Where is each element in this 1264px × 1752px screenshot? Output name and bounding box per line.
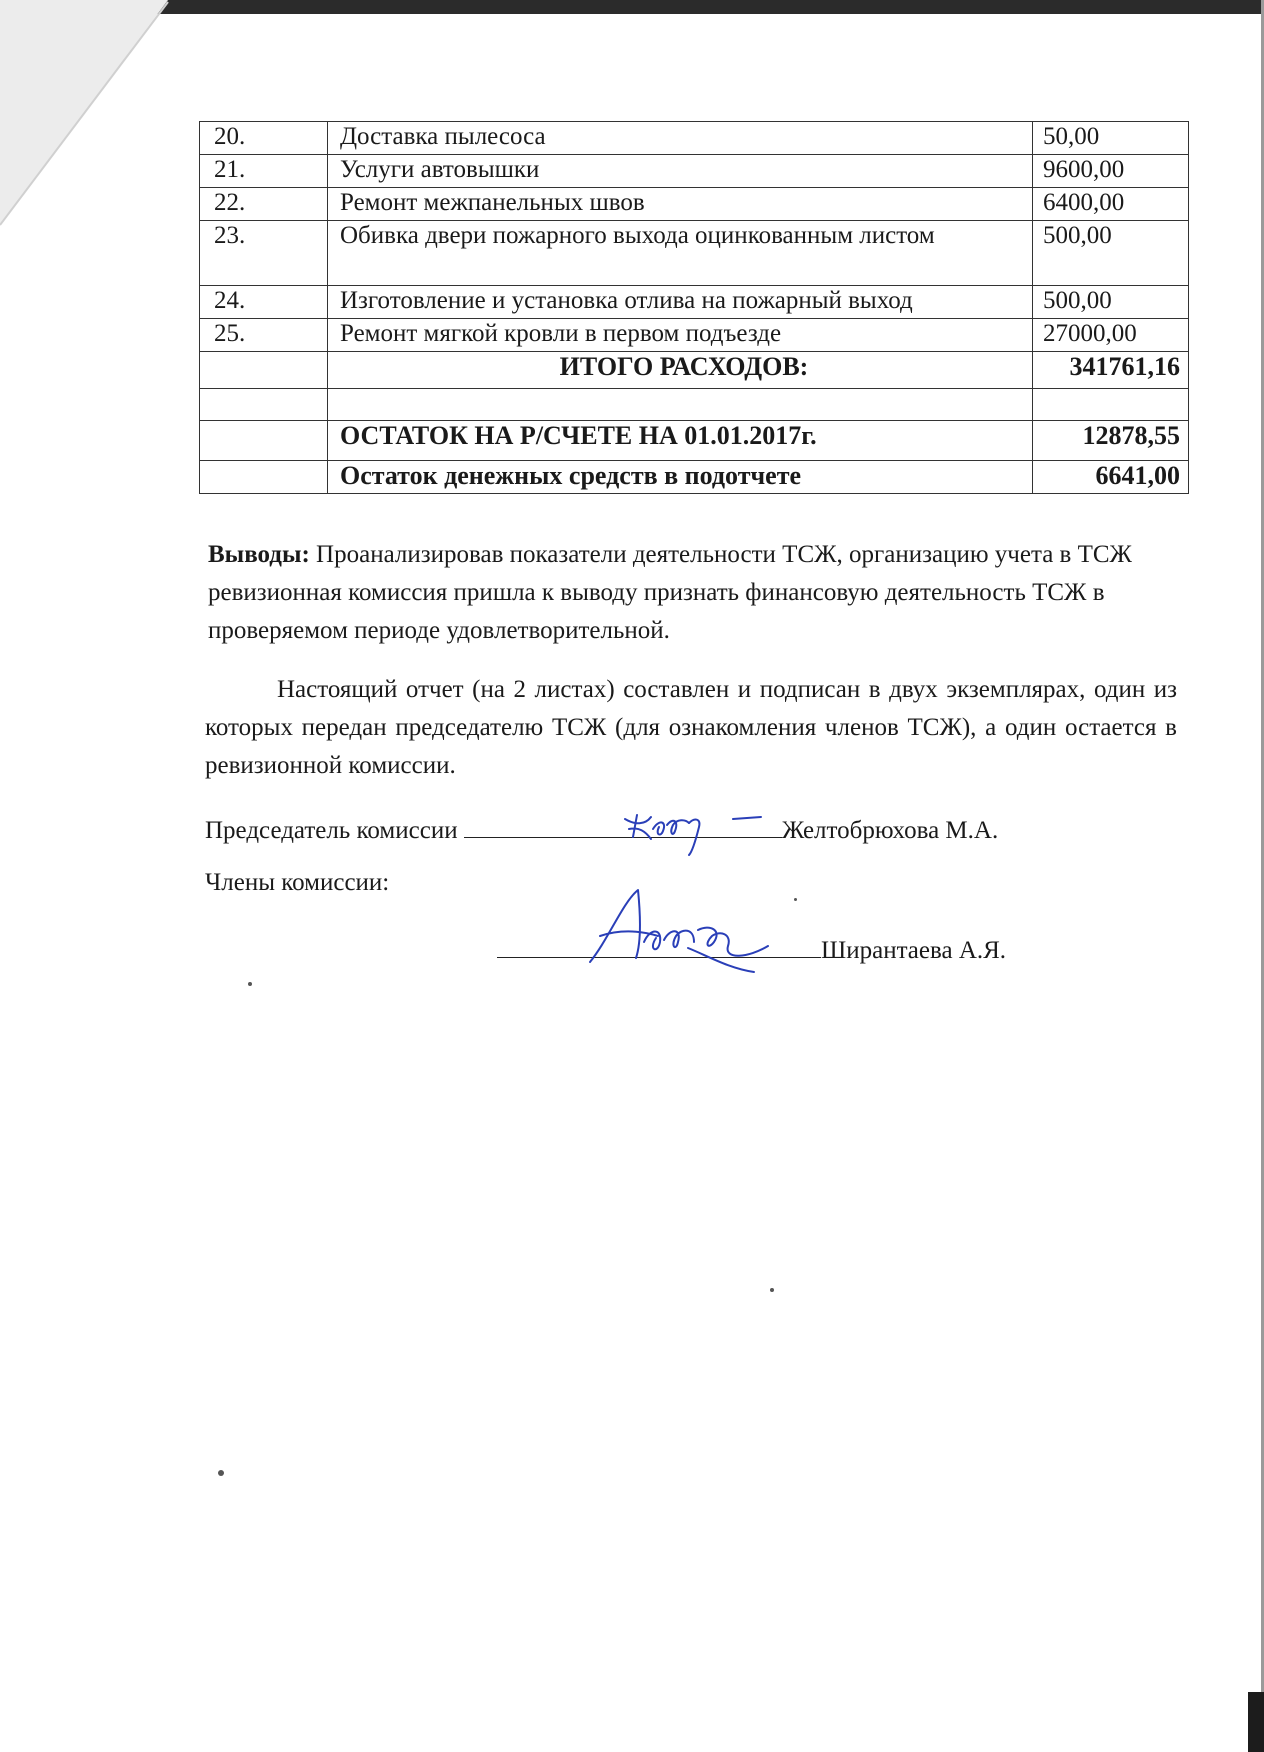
row-amount: 27000,00 (1033, 319, 1189, 352)
cash-value: 6641,00 (1033, 461, 1189, 494)
row-number: 25. (200, 319, 328, 352)
row-number: 23. (200, 221, 328, 286)
chair-name: Желтобрюхова М.А. (781, 817, 999, 844)
row-amount: 500,00 (1033, 221, 1189, 286)
table-row (200, 122, 1189, 155)
empty-cell (200, 352, 328, 389)
empty-cell (1033, 389, 1189, 421)
row-amount: 500,00 (1033, 286, 1189, 319)
total-value: 341761,16 (1033, 352, 1189, 389)
members-label: Члены комиссии: (205, 869, 390, 896)
table-row (200, 319, 1189, 352)
empty-cell (200, 461, 328, 494)
row-number: 21. (200, 155, 328, 188)
row-description: Доставка пылесоса (328, 122, 1033, 155)
scan-top-edge (0, 0, 1264, 14)
row-amount: 9600,00 (1033, 155, 1189, 188)
member-signature-line (497, 935, 1006, 966)
member-name: Ширантаева А.Я. (821, 937, 1007, 964)
row-number: 20. (200, 122, 328, 155)
total-label: ИТОГО РАСХОДОВ: (328, 352, 1033, 389)
expense-table (199, 121, 1189, 494)
report-note-paragraph (205, 671, 1177, 785)
chair-signature-underline (464, 815, 782, 838)
report-note-text: Настоящий отчет (на 2 листах) составлен и подписан в двух экземплярах, один из которых передан председателю ТСЖ (для ознакомления членов ТСЖ), а один остается в ревизионной комиссии. (205, 676, 1177, 779)
chair-signature-line (205, 815, 998, 846)
table-row (200, 155, 1189, 188)
cash-label: Остаток денежных средств в подотчете (328, 461, 1033, 494)
empty-cell (200, 421, 328, 461)
scan-speck (248, 982, 252, 986)
chair-label: Председатель комиссии (205, 817, 458, 844)
conclusions-paragraph (208, 536, 1168, 650)
row-description: Ремонт межпанельных швов (328, 188, 1033, 221)
balance-value: 12878,55 (1033, 421, 1189, 461)
conclusions-label: Выводы: (208, 541, 310, 568)
cash-row (200, 461, 1189, 494)
scan-speck (770, 1288, 774, 1292)
balance-row (200, 421, 1189, 461)
row-number: 22. (200, 188, 328, 221)
table-row (200, 188, 1189, 221)
table-row (200, 286, 1189, 319)
row-description: Обивка двери пожарного выхода оцинкованным листом (328, 221, 1033, 286)
row-description: Изготовление и установка отлива на пожарный выход (328, 286, 1033, 319)
row-number: 24. (200, 286, 328, 319)
row-amount: 6400,00 (1033, 188, 1189, 221)
row-description: Ремонт мягкой кровли в первом подъезде (328, 319, 1033, 352)
table-row (200, 221, 1189, 286)
scan-corner-mark (1248, 1692, 1264, 1752)
row-amount: 50,00 (1033, 122, 1189, 155)
total-row (200, 352, 1189, 389)
conclusions-text: Проанализировав показатели деятельности ТСЖ, организацию учета в ТСЖ ревизионная комиссия пришла к выводу признать финансовую деятельность ТСЖ в проверяемом периоде удовлетворительной. (208, 541, 1132, 644)
scan-speck (218, 1470, 224, 1476)
row-description: Услуги автовышки (328, 155, 1033, 188)
member-signature-underline (497, 935, 821, 958)
scan-speck (794, 898, 797, 901)
empty-cell (328, 389, 1033, 421)
balance-label: ОСТАТОК НА Р/СЧЕТЕ НА 01.01.2017г. (328, 421, 1033, 461)
empty-cell (200, 389, 328, 421)
blank-row (200, 389, 1189, 421)
